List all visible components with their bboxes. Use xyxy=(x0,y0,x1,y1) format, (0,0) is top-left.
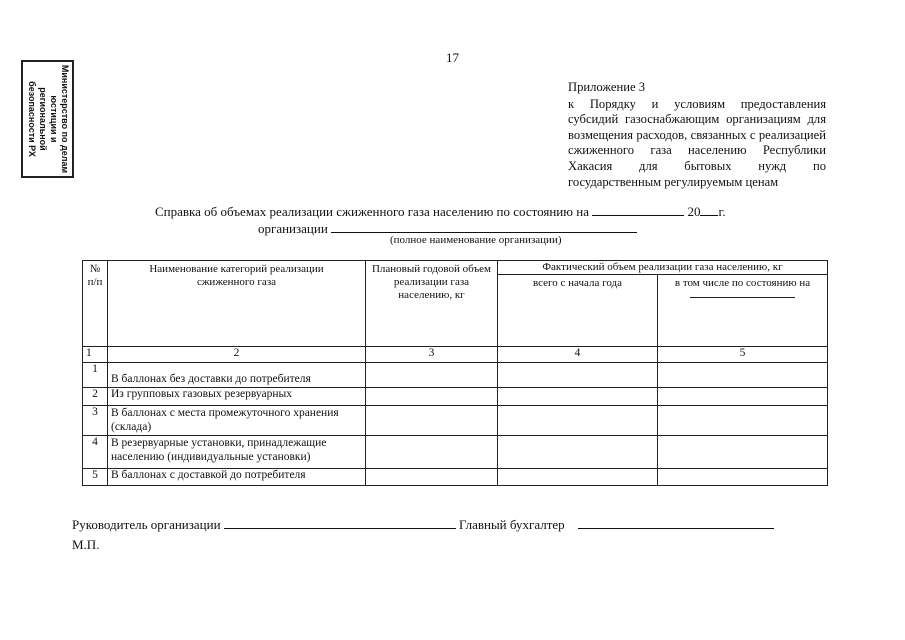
row-as-of-cell xyxy=(658,436,828,469)
row-planned-cell xyxy=(366,436,498,469)
row-category: Из групповых газовых резервуарных xyxy=(108,388,366,406)
row-total-cell xyxy=(498,436,658,469)
appendix-title: Приложение 3 xyxy=(568,80,646,94)
org-blank xyxy=(331,220,637,233)
row-planned-cell xyxy=(366,363,498,388)
report-title-text: Справка об объемах реализации сжиженного газа населению по состоянию на xyxy=(155,204,589,219)
head-signature-blank xyxy=(224,516,456,529)
accountant-label: Главный бухгалтер xyxy=(459,517,565,532)
org-note: (полное наименование организации) xyxy=(390,234,562,246)
row-num: 5 xyxy=(83,469,108,486)
row-as-of-cell xyxy=(658,469,828,486)
row-num: 2 xyxy=(83,388,108,406)
date-blank xyxy=(690,296,795,298)
year-suffix: г. xyxy=(718,204,726,219)
accountant-signature-blank xyxy=(578,516,774,529)
row-category: В баллонах с доставкой до потребителя xyxy=(108,469,366,486)
row-as-of-cell xyxy=(658,406,828,436)
row-category: В баллонах с места промежуточного хранения (склада) xyxy=(108,406,366,436)
row-num: 4 xyxy=(83,436,108,469)
signature-line xyxy=(72,516,774,533)
header-planned: Плановый годовой объем реализации газа населению, кг xyxy=(366,261,498,347)
row-total-cell xyxy=(498,469,658,486)
page-number: 17 xyxy=(446,50,459,65)
header-actual-total: всего с начала года xyxy=(498,275,658,347)
row-category: В баллонах без доставки до потребителя xyxy=(108,363,366,388)
report-title xyxy=(155,203,726,220)
column-number: 5 xyxy=(658,347,828,363)
row-planned-cell xyxy=(366,388,498,406)
row-planned-cell xyxy=(366,406,498,436)
header-actual-as-of-text: в том числе по состоянию на xyxy=(674,277,811,289)
table-header-row xyxy=(83,261,828,275)
header-actual-as-of xyxy=(658,275,828,347)
appendix-body: к Порядку и условиям предоставления субсидий газоснабжающим организациям для возмещения расходов, связанных с реализацией сжиженного газа населению Республики Хакасия для бытовых нужд по государственным регулируемым ценам xyxy=(568,96,826,189)
head-label: Руководитель организации xyxy=(72,517,221,532)
header-actual-group: Фактический объем реализации газа населению, кг xyxy=(498,261,828,275)
table-row xyxy=(83,388,828,406)
header-num: № п/п xyxy=(83,261,108,347)
column-number: 1 xyxy=(83,347,108,363)
row-as-of-cell xyxy=(658,388,828,406)
row-num: 3 xyxy=(83,406,108,436)
column-number-row xyxy=(83,347,828,363)
table-row xyxy=(83,469,828,486)
row-planned-cell xyxy=(366,469,498,486)
column-number: 2 xyxy=(108,347,366,363)
column-number: 3 xyxy=(366,347,498,363)
table-row xyxy=(83,436,828,469)
table-row xyxy=(83,363,828,388)
ministry-stamp xyxy=(21,60,74,178)
report-table xyxy=(82,260,828,486)
row-num: 1 xyxy=(83,363,108,388)
year-prefix: 20 xyxy=(687,204,701,219)
row-as-of-cell xyxy=(658,363,828,388)
seal-label: М.П. xyxy=(72,537,100,552)
row-total-cell xyxy=(498,363,658,388)
row-total-cell xyxy=(498,406,658,436)
org-label: организации xyxy=(258,221,328,236)
stamp-line: юстиции и региональной xyxy=(37,87,59,151)
header-category: Наименование категорий реализации сжиженного газа xyxy=(108,261,366,347)
year-blank xyxy=(700,203,718,216)
row-total-cell xyxy=(498,388,658,406)
stamp-line: Министерство по делам xyxy=(59,64,70,174)
row-category: В резервуарные установки, принадлежащие населению (индивидуальные установки) xyxy=(108,436,366,469)
table-row xyxy=(83,406,828,436)
date-blank xyxy=(592,203,684,216)
appendix-block xyxy=(568,80,826,190)
column-number: 4 xyxy=(498,347,658,363)
stamp-line: безопасности РХ xyxy=(26,81,37,157)
